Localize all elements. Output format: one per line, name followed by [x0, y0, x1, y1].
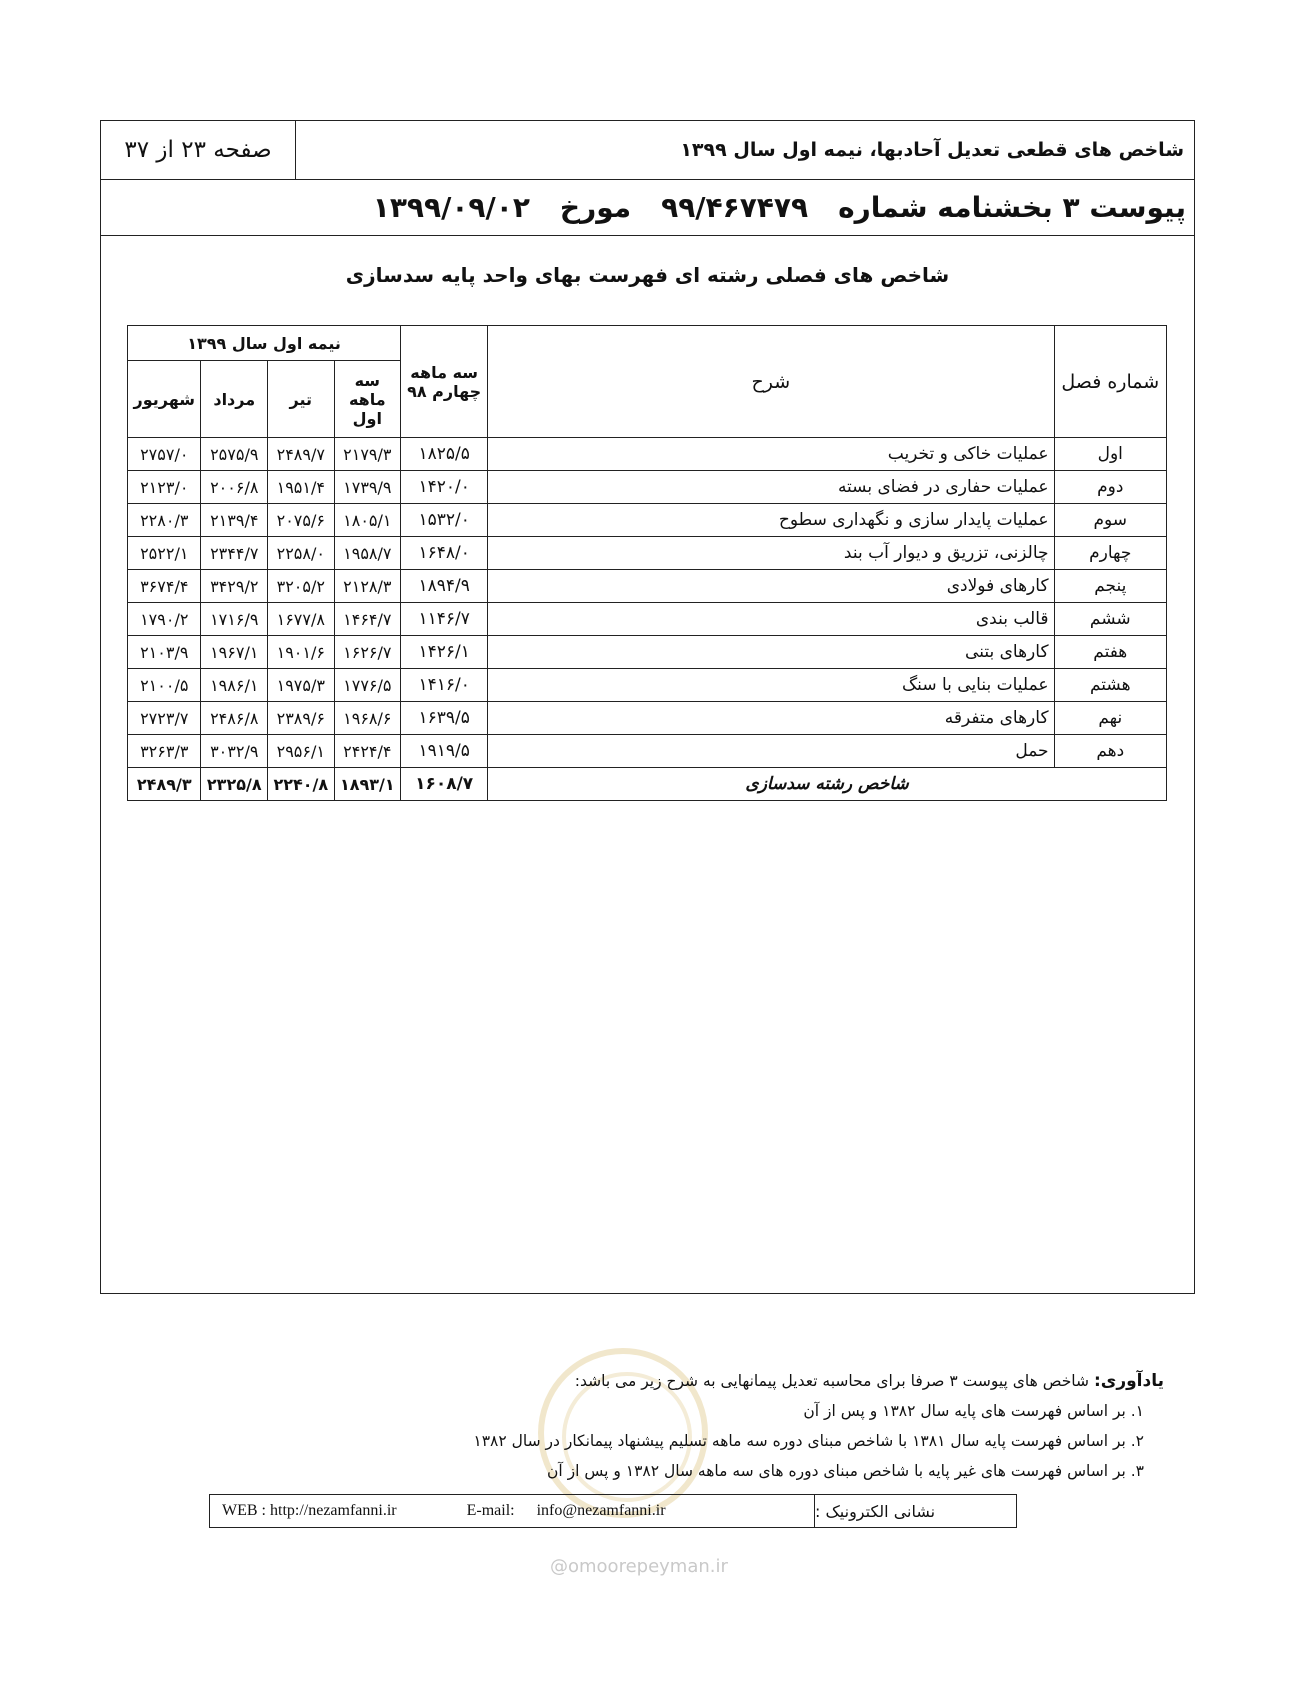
cell-q98: ۱۶۴۸/۰ — [401, 537, 488, 570]
table-row — [128, 702, 1167, 735]
cell-shahrivar: ۲۱۲۳/۰ — [128, 471, 201, 504]
cell-tir: ۱۶۷۷/۸ — [268, 603, 335, 636]
reminder-label: یادآوری: — [1093, 1371, 1164, 1391]
reminder-intro: شاخص های پیوست ۳ صرفا برای محاسبه تعدیل پیمانهایی به شرح زیر می باشد: — [574, 1372, 1089, 1390]
table-row — [128, 669, 1167, 702]
cell-desc: چالزنی، تزریق و دیوار آب بند — [488, 537, 1054, 570]
cell-shahrivar: ۲۷۲۳/۷ — [128, 702, 201, 735]
col-q98-header: سه ماهه چهارم ۹۸ — [401, 326, 488, 438]
circular-number: ۹۹/۴۶۷۴۷۹ — [661, 190, 809, 224]
cell-q98: ۱۸۲۵/۵ — [401, 438, 488, 471]
cell-tir: ۲۳۸۹/۶ — [268, 702, 335, 735]
page-number: صفحه ۲۳ از ۳۷ — [101, 121, 296, 179]
cell-q1: ۱۹۵۸/۷ — [334, 537, 401, 570]
reminder-section — [404, 1366, 1164, 1486]
cell-shahrivar: ۲۷۵۷/۰ — [128, 438, 201, 471]
cell-q1: ۱۹۶۸/۶ — [334, 702, 401, 735]
cell-total-q1: ۱۸۹۳/۱ — [334, 768, 401, 801]
index-table — [127, 325, 1167, 801]
cell-chapter: ششم — [1054, 603, 1166, 636]
cell-q98: ۱۵۳۲/۰ — [401, 504, 488, 537]
cell-shahrivar: ۲۵۲۲/۱ — [128, 537, 201, 570]
document-frame — [100, 120, 1195, 1294]
cell-q98: ۱۴۱۶/۰ — [401, 669, 488, 702]
cell-mordad: ۱۹۸۶/۱ — [201, 669, 268, 702]
email-label: E-mail: — [466, 1502, 515, 1519]
cell-q98: ۱۸۹۴/۹ — [401, 570, 488, 603]
cell-chapter: هشتم — [1054, 669, 1166, 702]
cell-shahrivar: ۱۷۹۰/۲ — [128, 603, 201, 636]
cell-chapter: چهارم — [1054, 537, 1166, 570]
cell-desc: کارهای بتنی — [488, 636, 1054, 669]
table-title: شاخص های فصلی رشته ای فهرست بهای واحد پایه سدسازی — [345, 263, 950, 287]
cell-tir: ۲۹۵۶/۱ — [268, 735, 335, 768]
cell-chapter: سوم — [1054, 504, 1166, 537]
cell-shahrivar: ۲۲۸۰/۳ — [128, 504, 201, 537]
cell-desc: عملیات بنایی با سنگ — [488, 669, 1054, 702]
table-body — [128, 438, 1167, 801]
cell-total-mordad: ۲۳۲۵/۸ — [201, 768, 268, 801]
cell-mordad: ۲۱۳۹/۴ — [201, 504, 268, 537]
cell-q1: ۲۱۷۹/۳ — [334, 438, 401, 471]
group-header: نیمه اول سال ۱۳۹۹ — [128, 326, 401, 361]
table-row — [128, 537, 1167, 570]
col-tir-header: تیر — [268, 361, 335, 438]
cell-desc: کارهای متفرقه — [488, 702, 1054, 735]
cell-desc: عملیات حفاری در فضای بسته — [488, 471, 1054, 504]
table-row — [128, 471, 1167, 504]
cell-desc: قالب بندی — [488, 603, 1054, 636]
circular-date: ۱۳۹۹/۰۹/۰۲ — [372, 190, 530, 224]
cell-q98: ۱۴۲۶/۱ — [401, 636, 488, 669]
cell-q1: ۱۶۲۶/۷ — [334, 636, 401, 669]
cell-chapter: هفتم — [1054, 636, 1166, 669]
cell-q98: ۱۴۲۰/۰ — [401, 471, 488, 504]
cell-desc: کارهای فولادی — [488, 570, 1054, 603]
cell-mordad: ۳۰۳۲/۹ — [201, 735, 268, 768]
document-title: شاخص های قطعی تعدیل آحادبها، نیمه اول سال ۱۳۹۹ — [680, 139, 1184, 161]
cell-mordad: ۲۴۸۶/۸ — [201, 702, 268, 735]
cell-mordad: ۲۳۴۴/۷ — [201, 537, 268, 570]
col-chapter-header: شماره فصل — [1054, 326, 1166, 438]
cell-q1: ۱۴۶۴/۷ — [334, 603, 401, 636]
cell-desc: حمل — [488, 735, 1054, 768]
table-row — [128, 438, 1167, 471]
cell-desc: عملیات پایدار سازی و نگهداری سطوح — [488, 504, 1054, 537]
table-row — [128, 636, 1167, 669]
cell-shahrivar: ۳۲۶۳/۳ — [128, 735, 201, 768]
table-total-row — [128, 768, 1167, 801]
cell-chapter: اول — [1054, 438, 1166, 471]
cell-tir: ۱۹۷۵/۳ — [268, 669, 335, 702]
table-row — [128, 504, 1167, 537]
dated-label: مورخ — [559, 190, 632, 224]
watermark-text: @omoorepeyman.ir — [550, 1556, 728, 1577]
table-row — [128, 603, 1167, 636]
cell-mordad: ۱۷۱۶/۹ — [201, 603, 268, 636]
cell-q1: ۱۷۷۶/۵ — [334, 669, 401, 702]
reminder-intro-line — [404, 1366, 1164, 1396]
footer-links — [210, 1495, 815, 1527]
header-row — [101, 121, 1194, 180]
address-label: نشانی الکترونیک : — [815, 1501, 936, 1521]
cell-total-desc: شاخص رشته سدسازی — [488, 768, 1167, 801]
cell-q1: ۱۸۰۵/۱ — [334, 504, 401, 537]
cell-tir: ۲۲۵۸/۰ — [268, 537, 335, 570]
reminder-item: ۲. بر اساس فهرست پایه سال ۱۳۸۱ با شاخص مبنای دوره سه ماهه تسلیم پیشنهاد پیمانکار در سال ۱۳۸۲ — [473, 1432, 1144, 1450]
cell-q98: ۱۶۳۹/۵ — [401, 702, 488, 735]
reminder-item: ۳. بر اساس فهرست های غیر پایه با شاخص مبنای دوره های سه ماهه سال ۱۳۸۲ و پس از آن — [547, 1462, 1144, 1480]
website-link[interactable]: WEB : http://nezamfanni.ir — [222, 1502, 397, 1519]
cell-total-tir: ۲۲۴۰/۸ — [268, 768, 335, 801]
annex-prefix: پیوست ۳ بخشنامه شماره — [838, 190, 1186, 224]
annex-heading — [373, 179, 1186, 235]
cell-mordad: ۲۵۷۵/۹ — [201, 438, 268, 471]
footer-contact-box — [209, 1494, 1017, 1528]
cell-tir: ۳۲۰۵/۲ — [268, 570, 335, 603]
annex-row — [101, 179, 1194, 236]
cell-q1: ۱۷۳۹/۹ — [334, 471, 401, 504]
cell-tir: ۲۴۸۹/۷ — [268, 438, 335, 471]
cell-q1: ۲۴۲۴/۴ — [334, 735, 401, 768]
col-desc-header: شرح — [488, 326, 1054, 438]
cell-tir: ۱۹۵۱/۴ — [268, 471, 335, 504]
cell-tir: ۲۰۷۵/۶ — [268, 504, 335, 537]
col-shahrivar-header: شهریور — [128, 361, 201, 438]
cell-total-q98: ۱۶۰۸/۷ — [401, 768, 488, 801]
col-q1-header: سه ماهه اول — [334, 361, 401, 438]
cell-mordad: ۳۴۲۹/۲ — [201, 570, 268, 603]
cell-shahrivar: ۲۱۰۰/۵ — [128, 669, 201, 702]
col-mordad-header: مرداد — [201, 361, 268, 438]
cell-q98: ۱۱۴۶/۷ — [401, 603, 488, 636]
cell-chapter: دهم — [1054, 735, 1166, 768]
cell-tir: ۱۹۰۱/۶ — [268, 636, 335, 669]
cell-desc: عملیات خاکی و تخریب — [488, 438, 1054, 471]
cell-chapter: دوم — [1054, 471, 1166, 504]
email-link[interactable]: info@nezamfanni.ir — [536, 1502, 666, 1519]
cell-q1: ۲۱۲۸/۳ — [334, 570, 401, 603]
reminder-item: ۱. بر اساس فهرست های پایه سال ۱۳۸۲ و پس از آن — [803, 1402, 1144, 1420]
table-row — [128, 570, 1167, 603]
cell-q98: ۱۹۱۹/۵ — [401, 735, 488, 768]
cell-total-shahrivar: ۲۴۸۹/۳ — [128, 768, 201, 801]
cell-shahrivar: ۳۶۷۴/۴ — [128, 570, 201, 603]
cell-chapter: نهم — [1054, 702, 1166, 735]
table-row — [128, 735, 1167, 768]
cell-shahrivar: ۲۱۰۳/۹ — [128, 636, 201, 669]
cell-chapter: پنجم — [1054, 570, 1166, 603]
cell-mordad: ۱۹۶۷/۱ — [201, 636, 268, 669]
cell-mordad: ۲۰۰۶/۸ — [201, 471, 268, 504]
